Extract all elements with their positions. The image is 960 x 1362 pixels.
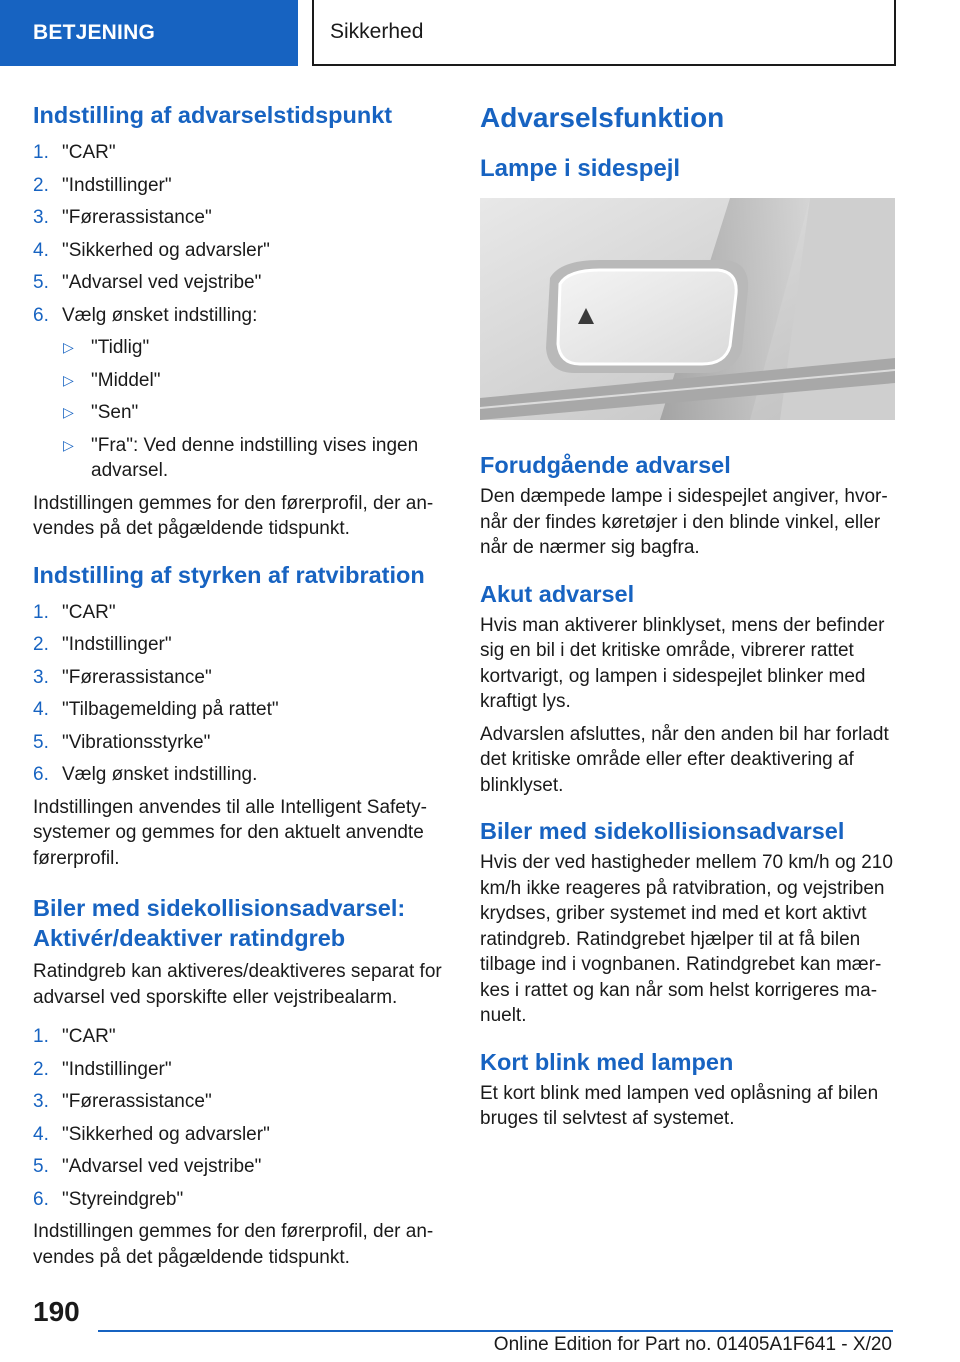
left-column	[33, 100, 443, 1270]
heading-vibration-strength: Indstilling af styrken af ratvibration	[33, 561, 425, 588]
option-item: ▷ "Middel"	[62, 368, 443, 394]
triangle-bullet-icon: ▷	[63, 339, 74, 355]
list-item: 5. "Advarsel ved vejstribe"	[33, 272, 262, 293]
list-item: 3. "Førerassistance"	[33, 666, 212, 688]
list-item: 2. "Indstillinger"	[33, 174, 172, 196]
heading-side-collision: Biler med sidekollisionsadvarsel	[480, 818, 845, 844]
list-item: 2. "Indstillinger"	[33, 1058, 172, 1080]
section-title: BETJENING	[33, 21, 155, 44]
side-mirror-illustration	[480, 198, 895, 420]
list-item: 4. "Sikkerhed og advarsler"	[33, 1123, 270, 1145]
text-side-collision: Hvis der ved hastigheder mellem 70 km/h og 210 km/h ikke reageres på ratvibration, og vejstriben krydses, griber systemet ind med et kort aktivt ratindgreb. Ratindgrebet hjælper til at få bilen tilbage ind i vognbanen. Ratindgrebet kan mærkes i rattet og kan når som helst korrigeres manuelt.	[480, 852, 893, 1026]
list-item: 5. "Vibrationsstyrke"	[33, 731, 211, 753]
heading-preliminary-warning: Forudgående advarsel	[480, 452, 731, 478]
list-item: 4. "Sikkerhed og advarsler"	[33, 239, 270, 261]
steps-warning-time	[33, 140, 443, 328]
triangle-bullet-icon: ▷	[63, 436, 74, 453]
triangle-bullet-icon: ▷	[63, 371, 74, 388]
heading-short-flash: Kort blink med lampen	[480, 1048, 734, 1075]
list-item: 6. "Styreindgreb"	[33, 1188, 184, 1210]
list-item: 1. "CAR"	[33, 601, 116, 623]
list-item: 1. "CAR"	[33, 1026, 116, 1047]
chapter-header	[312, 0, 896, 66]
heading-mirror-lamp: Lampe i sidespejl	[480, 155, 681, 182]
section-tab	[0, 0, 298, 66]
heading-acute-warning: Akut advarsel	[480, 580, 635, 607]
page-number: 190	[33, 1296, 80, 1327]
options-list	[62, 335, 443, 484]
list-item: 2. "Indstillinger"	[33, 634, 172, 655]
footer-divider	[98, 1330, 893, 1332]
list-item: 5. "Advarsel ved vejstribe"	[33, 1156, 262, 1177]
heading-warning-time: Indstilling af advarselstidspunkt	[33, 102, 393, 128]
option-item: ▷ "Fra": Ved denne indstilling vises ingen advarsel.	[63, 434, 419, 481]
note-warning-time: Indstillingen gemmes for den førerprofil, der anvendes på det pågældende tidspunkt.	[33, 492, 434, 539]
edition-note: Online Edition for Part no. 01405A1F641 - X/20	[493, 1334, 892, 1355]
intro-steering-intervention: Ratindgreb kan aktiveres/deaktiveres separat for advarsel ved sporskifte eller vejstribealarm.	[33, 961, 442, 1008]
list-item: 4. "Tilbagemelding på rattet"	[33, 699, 279, 720]
text-acute-warning: Hvis man aktiverer blinklyset, mens der befinder sig en bil i det kritiske område, vibrerer rattet kortvarigt, og lampen i sidespejlet blinker med kraftigt lys.	[480, 614, 885, 712]
heading-warning-function: Advarselsfunktion	[480, 102, 725, 133]
option-item: ▷ "Tidlig"	[62, 335, 443, 361]
option-item: ▷ "Sen"	[62, 400, 443, 426]
list-item: 3. "Førerassistance"	[33, 207, 212, 228]
right-column	[480, 100, 898, 1132]
chapter-title: Sikkerhed	[330, 20, 424, 43]
note-steering-intervention: Indstillingen gemmes for den førerprofil, der anvendes på det pågældende tidspunkt.	[33, 1221, 434, 1268]
note-vibration: Indstillingen anvendes til alle Intelligent Safety-systemer og gemmes for den aktuelt anvendte førerprofil.	[33, 796, 427, 869]
heading-steering-intervention: Biler med sidekollisionsadvarsel: Aktivér/deaktiver ratindgreb	[33, 895, 406, 951]
list-item: 3. "Førerassistance"	[33, 1091, 212, 1112]
steps-vibration	[33, 600, 443, 788]
text-short-flash: Et kort blink med lampen ved oplåsning af bilen bruges til selvtest af systemet.	[480, 1082, 879, 1129]
triangle-bullet-icon: ▷	[63, 404, 74, 420]
list-item: 6. Vælg ønsket indstilling.	[33, 764, 258, 785]
steps-steering-intervention	[33, 1024, 443, 1212]
text-preliminary-warning: Den dæmpede lampe i sidespejlet angiver, hvornår der findes køretøjer i den blinde vinkel, eller når de nærmer sig bagfra.	[480, 486, 888, 558]
list-item: 6. Vælg ønsket indstilling:	[33, 304, 258, 326]
text-warning-ends: Advarslen afsluttes, når den anden bil har forladt det kritiske område eller efter deaktivering af blinklyset.	[480, 723, 889, 796]
list-item: 1. "CAR"	[33, 142, 116, 163]
